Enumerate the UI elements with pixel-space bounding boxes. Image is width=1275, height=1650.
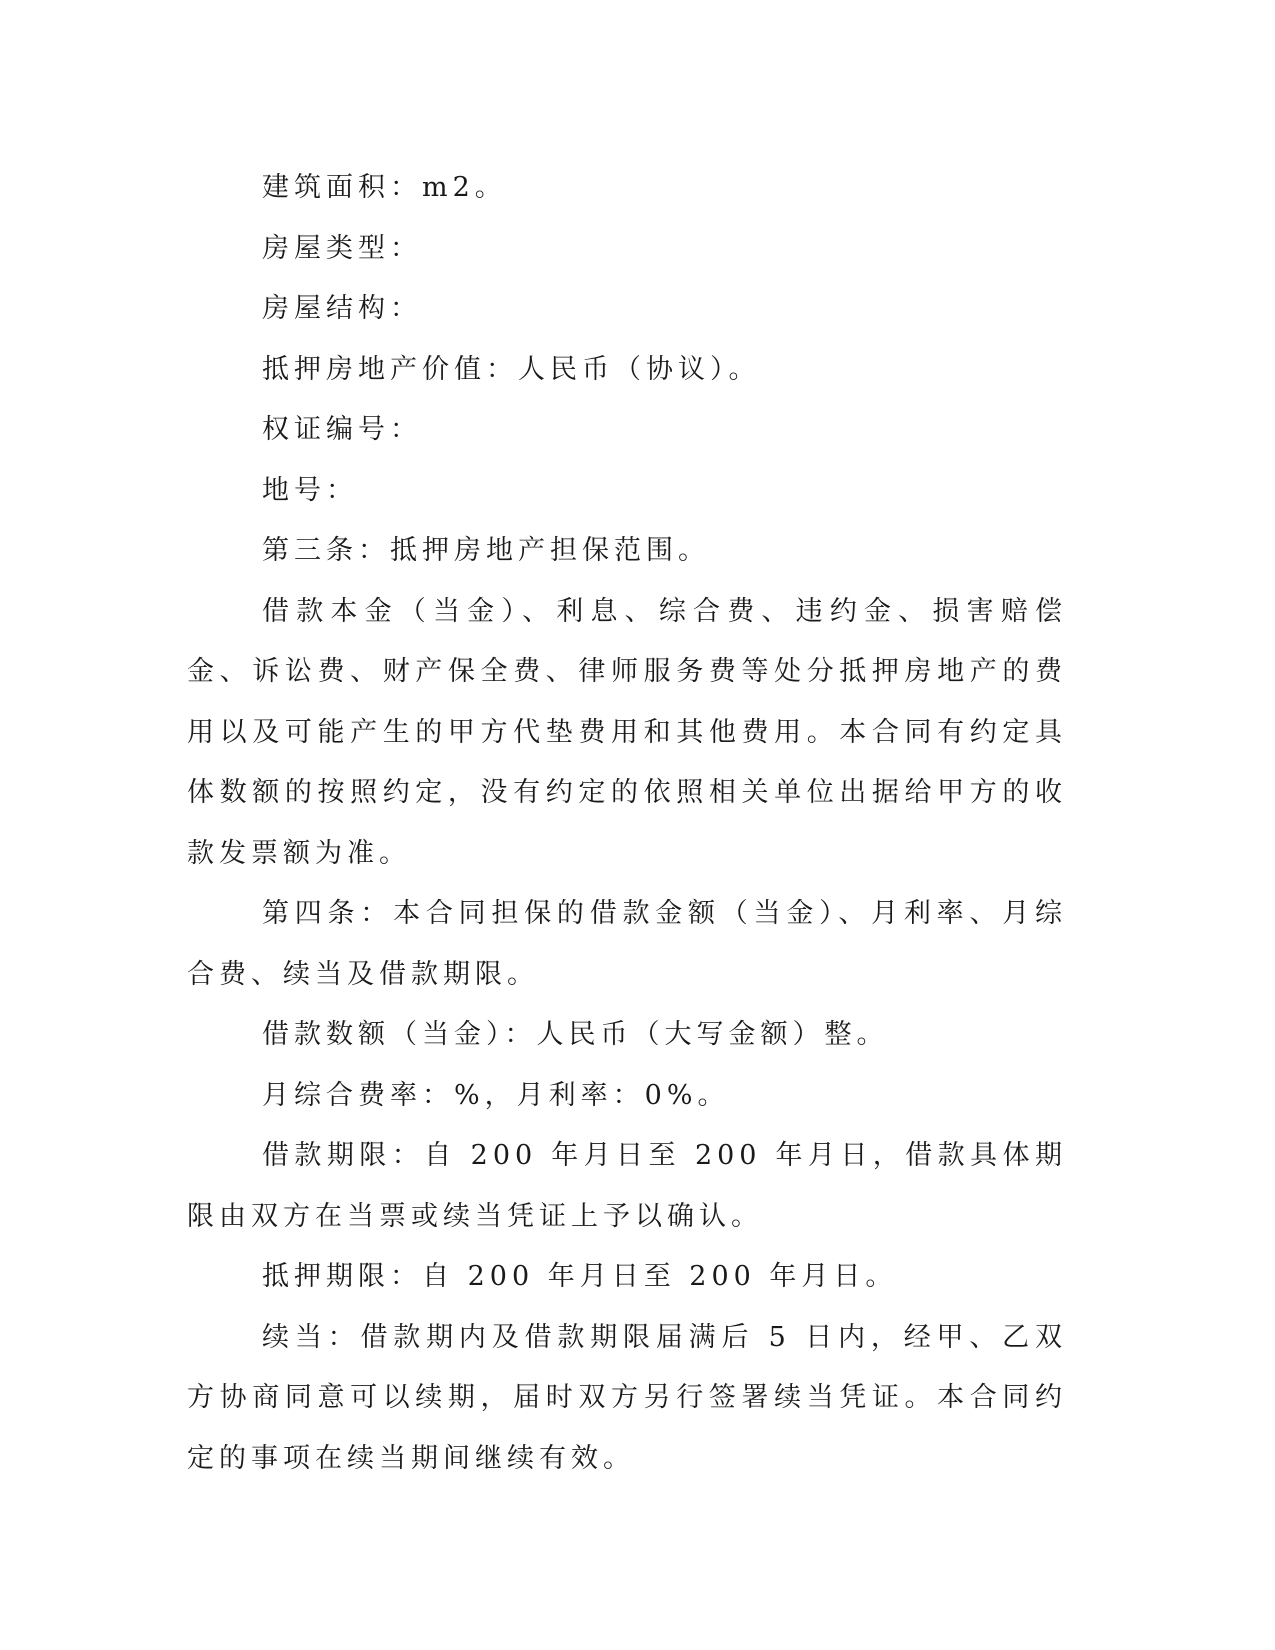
paragraph-mortgage-value: 抵押房地产价值：人民币（协议）。 (262, 353, 761, 385)
paragraph-renewal: 续当：借款期内及借款期限届满后 5 日内，经甲、乙双方协商同意可以续期，届时双方另行签署续当凭证。本合同约定的事项在续当期间继续有效。 (187, 1321, 1067, 1474)
paragraph-loan-amount: 借款数额（当金）：人民币（大写金额）整。 (262, 1019, 889, 1050)
paragraph-mortgage-term: 抵押期限：自 200 年月日至 200 年月日。 (262, 1261, 898, 1292)
paragraph-house-structure: 房屋结构： (262, 293, 422, 324)
paragraph-article-three: 第三条：抵押房地产担保范围。 (262, 535, 710, 566)
paragraph-house-type: 房屋类型： (262, 232, 422, 264)
paragraph-guarantee-scope: 借款本金（当金）、利息、综合费、违约金、损害赔偿金、诉讼费、财产保全费、律师服务费等处分抵押房地产的费用以及可能产生的甲方代垫费用和其他费用。本合同有约定具体数额的按照约定，没有约定的依照相关单位出据给甲方的收款发票额为准。 (187, 595, 1067, 869)
paragraph-rates: 月综合费率：%，月利率：0%。 (262, 1079, 730, 1111)
paragraph-loan-term: 借款期限：自 200 年月日至 200 年月日，借款具体期限由双方在当票或续当凭证上予以确认。 (187, 1140, 1067, 1232)
paragraph-building-area: 建筑面积：m2。 (262, 172, 507, 203)
document-body (187, 158, 1067, 1489)
paragraph-certificate-number: 权证编号： (262, 414, 422, 445)
paragraph-article-four: 第四条：本合同担保的借款金额（当金）、月利率、月综合费、续当及借款期限。 (187, 898, 1067, 990)
paragraph-lot-number: 地号： (262, 474, 358, 506)
